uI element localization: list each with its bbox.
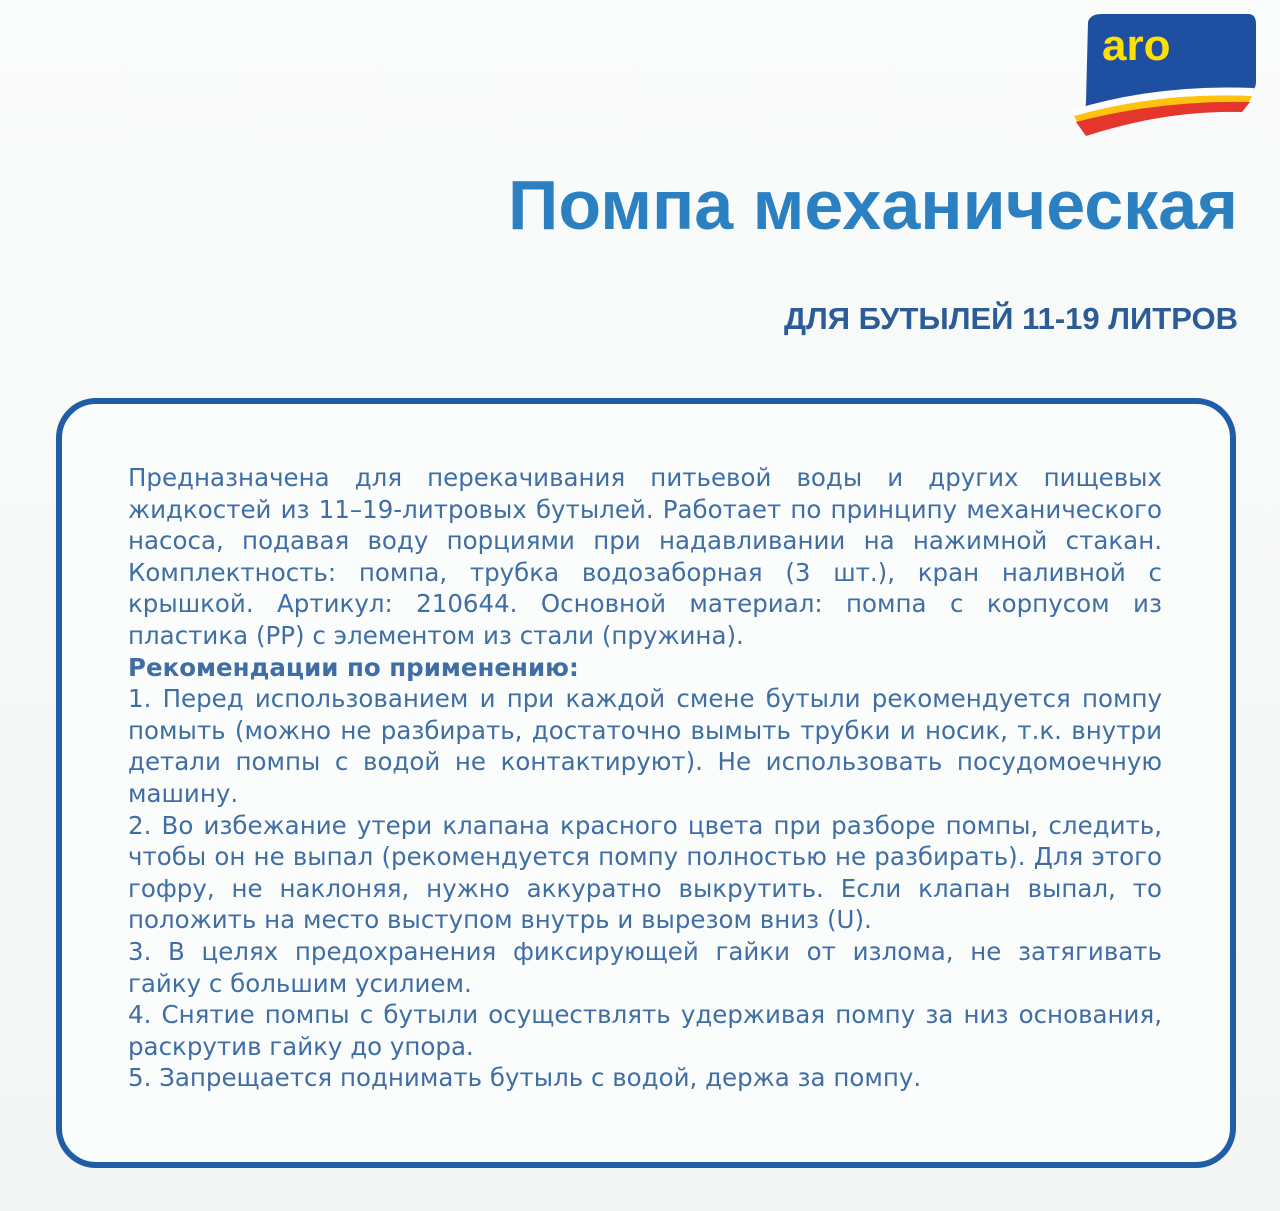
recommendation-item: 2. Во избежание утери клапана красного цвета при разборе помпы, следить, чтобы он не выпал (рекомендуется помпу полностью не разбирать). Для этого гофру, не наклоняя, нужно аккуратно выкрутить. Если клапан выпал, то положить на место выступом внутрь и вырезом вниз (U).: [128, 810, 1162, 935]
logo-wordmark: aro: [1102, 21, 1171, 70]
product-subtitle: ДЛЯ БУТЫЛЕЙ 11-19 ЛИТРОВ: [783, 301, 1238, 336]
recommendation-item: 1. Перед использованием и при каждой смене бутыли рекомендуется помпу помыть (можно не разбирать, достаточно вымыть трубки и носик, т.к. внутри детали помпы с водой не контактируют). Не использовать посудомоечную машину.: [128, 684, 1162, 808]
recommendation-item: 4. Снятие помпы с бутыли осуществлять удерживая помпу за низ основания, раскрутив гайку до упора.: [128, 1000, 1162, 1061]
recommendation-item: 5. Запрещается поднимать бутыль с водой, держа за помпу.: [128, 1063, 922, 1093]
product-description: Предназначена для перекачивания питьевой воды и других пищевых жидкостей из 11–19-литровых бутылей. Работает по принципу механического насоса, подавая воду порциями при надавливании на нажимной стакан. Комплектность: помпа, трубка водозаборная (3 шт.), кран наливной с крышкой. Артикул: 210644. Основной материал: помпа с корпусом из пластика (PP) с элементом из стали (пружина).: [128, 463, 1162, 650]
product-title: Помпа механическая: [508, 166, 1238, 244]
info-text-block: [128, 462, 1162, 1094]
recommendations-heading: Рекомендации по применению:: [128, 652, 579, 682]
recommendation-item: 3. В целях предохранения фиксирующей гайки от излома, не затягивать гайку с большим усилием.: [128, 936, 1162, 998]
